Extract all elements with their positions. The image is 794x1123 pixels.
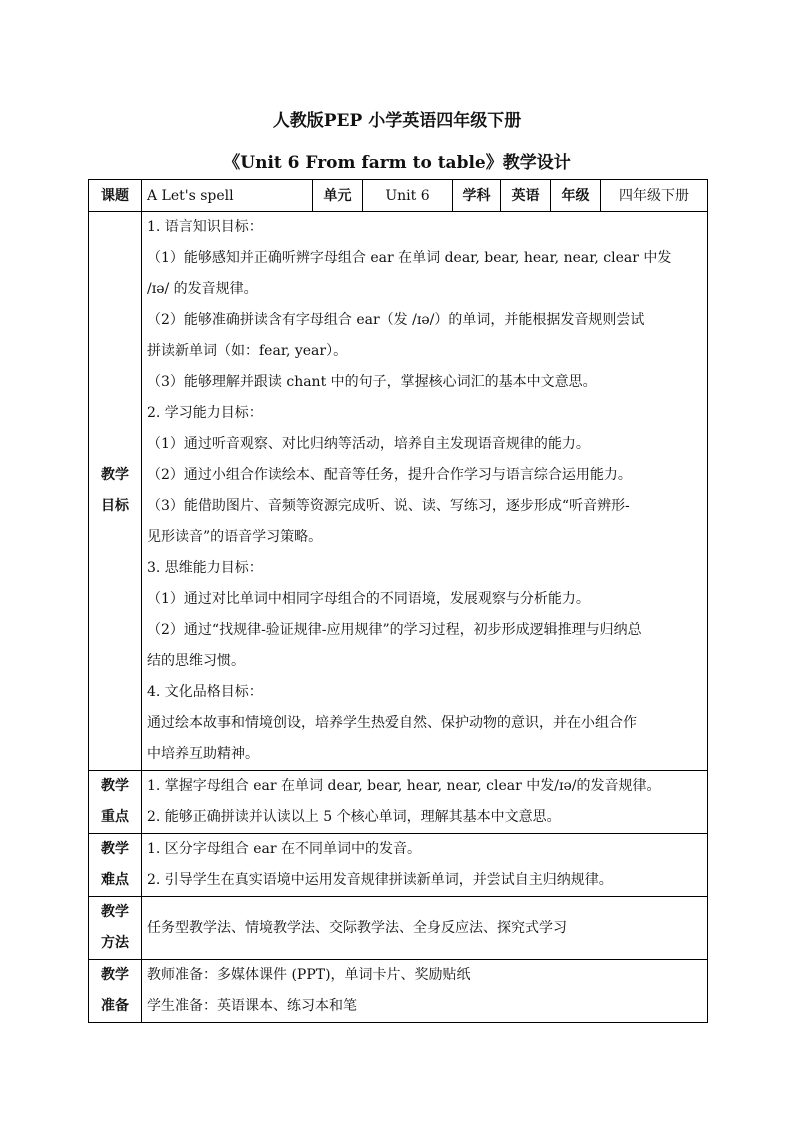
preparation-row [89,960,708,1023]
topic-label: 课题 [89,180,142,212]
preparation-line: 教师准备：多媒体课件 (PPT)，单词卡片、奖励贴纸 [147,967,471,983]
document-subtitle: 《Unit 6 From farm to table》教学设计 [223,153,571,173]
objective-line: 2. 学习能力目标： [147,405,263,421]
objectives-label-line2: 目标 [101,498,129,514]
key-points-content [142,771,708,834]
objective-line: 3. 思维能力目标： [147,560,263,576]
key-points-row [89,771,708,834]
objective-line: 通过绘本故事和情境创设，培养学生热爱自然、保护动物的意识，并在小组合作 [147,715,637,731]
key-point-line: 1. 掌握字母组合 ear 在单词 dear, bear, hear, near, clear 中发/ɪə/的发音规律。 [147,778,661,794]
difficulties-label-line2: 难点 [101,872,129,888]
difficulty-line: 2. 引导学生在真实语境中运用发音规律拼读新单词，并尝试自主归纳规律。 [147,872,613,888]
objective-line: 结的思维习惯。 [147,653,245,669]
key-points-label-line1: 教学 [101,778,129,794]
method-line: 任务型教学法、情境教学法、交际教学法、全身反应法、探究式学习 [147,919,567,936]
subject-label: 学科 [453,180,501,212]
grade-label: 年级 [551,180,601,212]
preparation-label-line2: 准备 [101,998,129,1014]
methods-content [142,897,708,960]
objective-line: （1）通过对比单词中相同字母组合的不同语境，发展观察与分析能力。 [147,591,590,607]
preparation-label [89,960,142,1023]
objective-line: 拼读新单词（如：fear, year）。 [147,343,348,359]
objectives-label [89,212,142,771]
objectives-label-line1: 教学 [101,467,129,483]
difficulties-label-line1: 教学 [101,841,129,857]
preparation-content [142,960,708,1023]
difficulties-row [89,834,708,897]
objective-line: （3）能够理解并跟读 chant 中的句子，掌握核心词汇的基本中文意思。 [147,374,597,390]
lesson-plan-table [88,179,708,1023]
header-row [89,180,708,212]
subject-value: 英语 [501,180,551,212]
objective-line: （1）通过听音观察、对比归纳等活动，培养自主发现语音规律的能力。 [147,436,590,452]
objectives-row [89,212,708,771]
preparation-label-line1: 教学 [101,967,129,983]
objective-line: 中培养互助精神。 [147,746,259,762]
objective-line: 1. 语言知识目标： [147,219,263,235]
objective-line: 4. 文化品格目标： [147,684,263,700]
unit-value: Unit 6 [363,180,453,212]
methods-label-line1: 教学 [101,904,129,920]
document-title: 人教版PEP 小学英语四年级下册 [272,111,522,131]
methods-label-line2: 方法 [101,935,129,951]
difficulty-line: 1. 区分字母组合 ear 在不同单词中的发音。 [147,841,422,857]
objective-line: /ɪə/ 的发音规律。 [147,281,258,297]
objective-line: 见形读音”的语音学习策略。 [147,529,323,545]
methods-row [89,897,708,960]
objective-line: （2）通过“找规律-验证规律-应用规律”的学习过程，初步形成逻辑推理与归纳总 [147,622,642,638]
unit-label: 单元 [313,180,363,212]
objective-line: （2）通过小组合作读绘本、配音等任务，提升合作学习与语言综合运用能力。 [147,467,632,483]
objectives-content [142,212,708,771]
preparation-line: 学生准备：英语课本、练习本和笔 [147,998,357,1014]
objective-line: （3）能借助图片、音频等资源完成听、说、读、写练习，逐步形成“听音辨形- [147,498,630,514]
topic-value: A Let's spell [142,180,313,212]
difficulties-content [142,834,708,897]
key-points-label-line2: 重点 [101,809,129,825]
grade-value: 四年级下册 [601,180,708,212]
key-point-line: 2. 能够正确拼读并认读以上 5 个核心单词，理解其基本中文意思。 [147,809,561,825]
key-points-label [89,771,142,834]
difficulties-label [89,834,142,897]
objective-line: （1）能够感知并正确听辨字母组合 ear 在单词 dear, bear, hear, near, clear 中发 [147,250,672,266]
methods-label [89,897,142,960]
objective-line: （2）能够准确拼读含有字母组合 ear（发 /ɪə/）的单词，并能根据发音规则尝试 [147,312,645,328]
